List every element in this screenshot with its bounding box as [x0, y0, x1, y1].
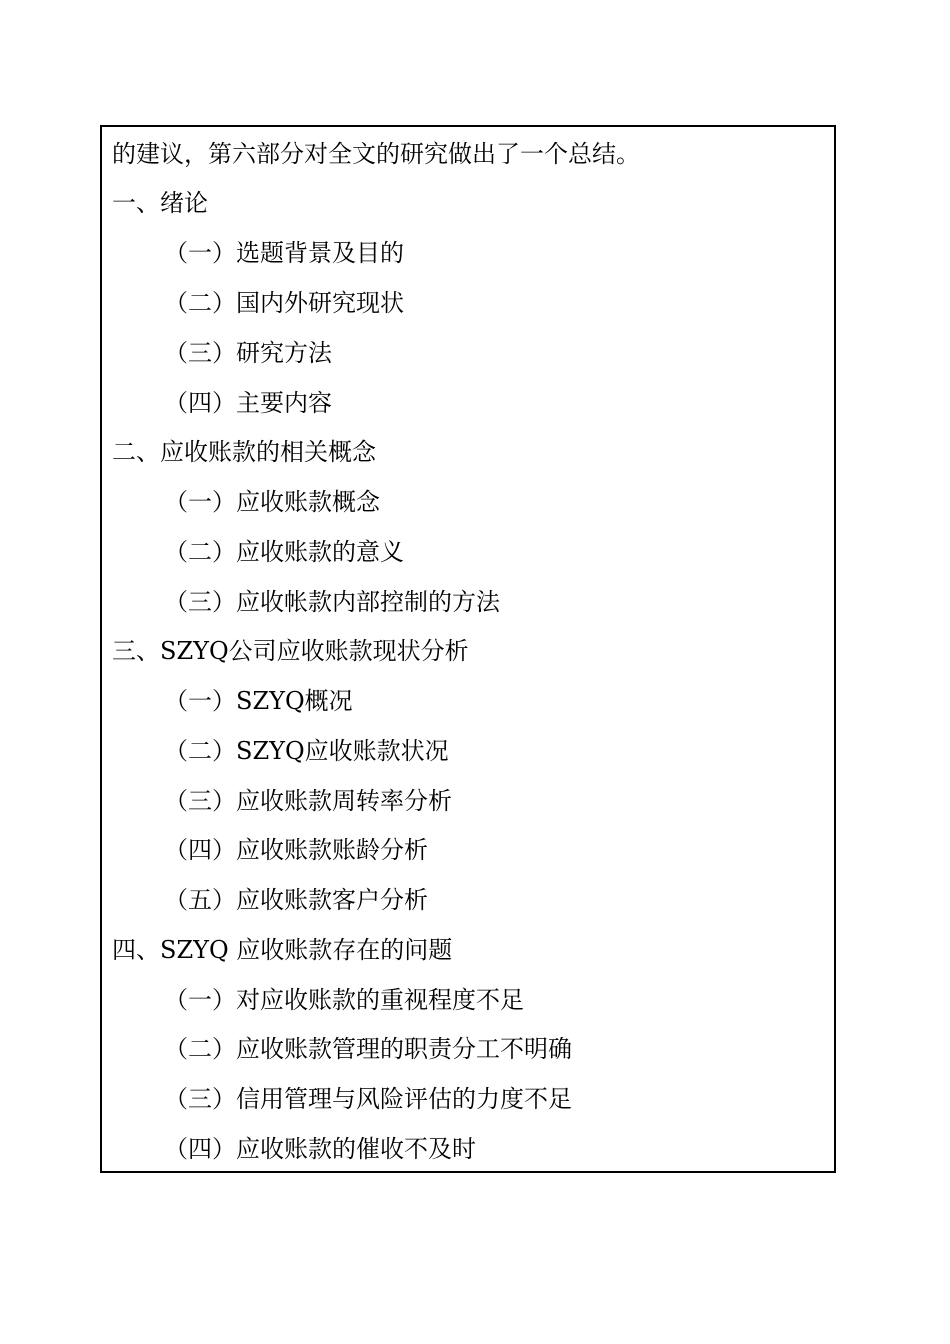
subsection-3-4: （四）应收账款账龄分析	[164, 836, 428, 864]
subsection-1-1: （一）选题背景及目的	[164, 239, 404, 267]
subsection-2-3: （三）应收帐款内部控制的方法	[164, 588, 500, 616]
subsection-3-5: （五）应收账款客户分析	[164, 886, 428, 914]
subsection-3-1: （一）SZYQ概况	[164, 687, 353, 715]
section-heading-4: 四、SZYQ 应收账款存在的问题	[112, 936, 453, 964]
subsection-3-2: （二）SZYQ应收账款状况	[164, 737, 449, 765]
subsection-1-3: （三）研究方法	[164, 339, 332, 367]
document-frame	[100, 125, 836, 1173]
subsection-4-2: （二）应收账款管理的职责分工不明确	[164, 1035, 572, 1063]
subsection-2-2: （二）应收账款的意义	[164, 538, 404, 566]
intro-text-line: 的建议，第六部分对全文的研究做出了一个总结。	[112, 140, 640, 168]
section-heading-1: 一、绪论	[112, 189, 208, 217]
subsection-2-1: （一）应收账款概念	[164, 488, 380, 516]
subsection-4-4: （四）应收账款的催收不及时	[164, 1135, 476, 1163]
subsection-3-3: （三）应收账款周转率分析	[164, 787, 452, 815]
section-heading-3: 三、SZYQ公司应收账款现状分析	[112, 637, 469, 665]
subsection-1-2: （二）国内外研究现状	[164, 289, 404, 317]
subsection-1-4: （四）主要内容	[164, 389, 332, 417]
subsection-4-1: （一）对应收账款的重视程度不足	[164, 986, 524, 1014]
section-heading-2: 二、应收账款的相关概念	[112, 438, 376, 466]
subsection-4-3: （三）信用管理与风险评估的力度不足	[164, 1085, 572, 1113]
